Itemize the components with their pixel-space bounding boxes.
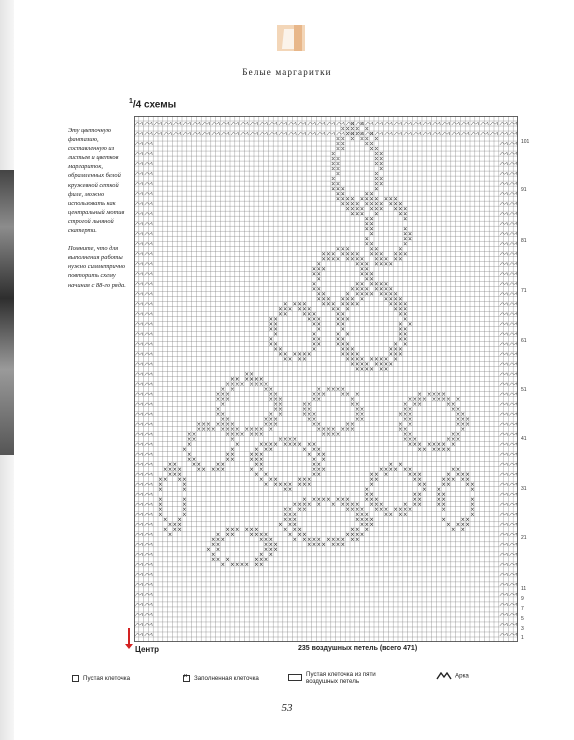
legend-filled [183, 675, 259, 682]
row-number-91: 91 [521, 187, 527, 193]
legend-arch-text: Арка [455, 672, 469, 680]
side-paragraph-2: Помните, что для выполнения работы нужно симметрично повторить схему начиная с 88-го ряда. [68, 245, 126, 289]
row-number-51: 51 [521, 387, 527, 393]
row-number-1: 1 [521, 635, 524, 641]
row-number-81: 81 [521, 238, 527, 244]
photo-fragment [0, 170, 14, 455]
legend-arch [436, 672, 469, 680]
page-title: Белые маргаритки [242, 67, 332, 77]
legend-filled-text: Заполненная клеточка [194, 675, 259, 683]
legend-empty-text: Пустая клеточка [83, 675, 131, 683]
row-number-3: 3 [521, 626, 524, 632]
row-number-61: 61 [521, 338, 527, 344]
legend-empty [72, 675, 130, 682]
row-number-101: 101 [521, 139, 530, 145]
row-number-11: 11 [521, 586, 527, 592]
row-number-7: 7 [521, 606, 524, 612]
arch-icon [436, 672, 452, 680]
chain-count-label: 235 воздушных петель (всего 471) [298, 645, 418, 652]
row-number-31: 31 [521, 486, 527, 492]
row-number-41: 41 [521, 436, 527, 442]
legend-five-chains-text: Пустая клеточка из пяти воздушных петель [306, 671, 376, 685]
empty-cell-icon [72, 675, 79, 682]
book-logo-icon [277, 25, 305, 51]
filled-cell-icon [183, 675, 190, 682]
center-label: Центр [135, 645, 160, 654]
crochet-chart-grid [134, 116, 518, 642]
row-number-71: 71 [521, 288, 527, 294]
page-number: 53 [281, 702, 293, 714]
scheme-label-text: /4 схемы [132, 99, 177, 111]
left-page-edge [0, 0, 14, 740]
scheme-label [129, 98, 176, 110]
row-number-5: 5 [521, 616, 524, 622]
row-number-21: 21 [521, 535, 527, 541]
side-paragraph-1: Эту цветочную фантазию, составленную из листьев и цветков маргариток, обрамленных белой кружевной сеткой филе, можно использовать как центральный мотив строгой льняной скатерти. [68, 127, 125, 235]
grid-lines [134, 116, 518, 642]
legend-five-chains [288, 671, 408, 685]
row-number-9: 9 [521, 596, 524, 602]
side-description [68, 126, 128, 299]
five-chain-cell-icon [288, 674, 302, 681]
center-arrow-icon [128, 628, 130, 646]
scheme-label-fraction: 1 [129, 98, 133, 105]
